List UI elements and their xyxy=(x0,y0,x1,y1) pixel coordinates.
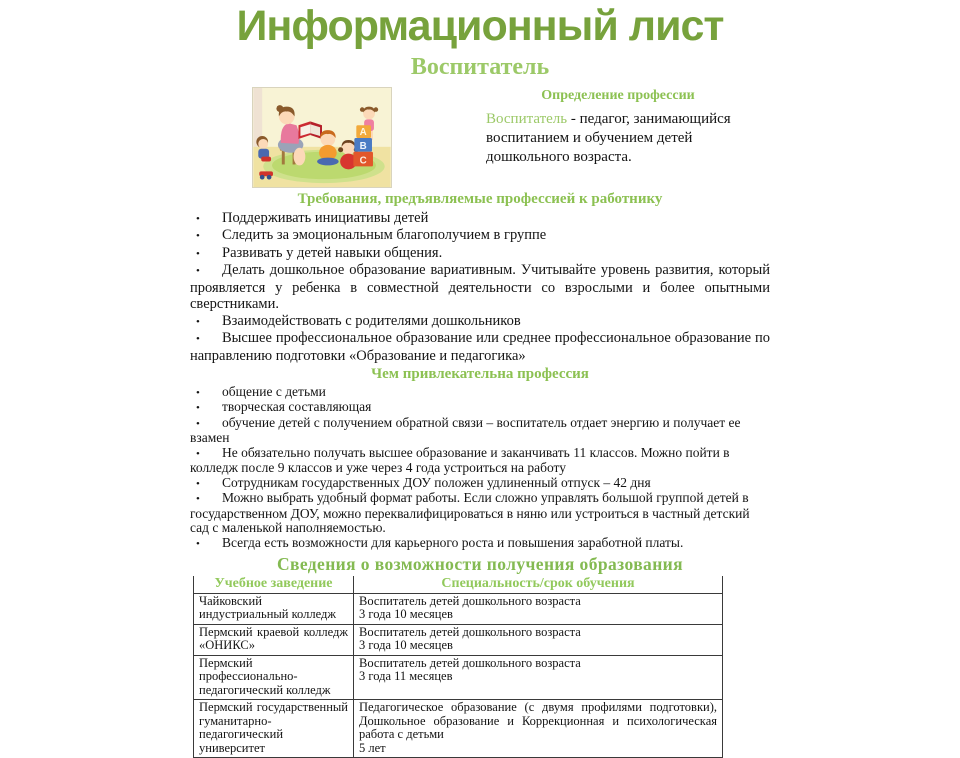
attractive-list-item xyxy=(190,416,770,446)
education-heading: Сведения о возможности получения образования xyxy=(276,554,684,575)
requirements-list-item xyxy=(190,330,770,364)
education-table-row xyxy=(194,593,723,624)
bullet-text: Делать дошкольное образование вариативным. Учитывайте уровень развития, который проявляется у ребенка в совместной деятельности со взрослыми и более опытными сверстниками. xyxy=(190,262,770,312)
institution-cell: Пермский профессионально-педагогический колледж xyxy=(194,655,354,700)
bullet-icon: • xyxy=(196,447,200,460)
requirements-list-item xyxy=(190,313,770,331)
bullet-text: творческая составляющая xyxy=(222,399,372,415)
requirements-list-item xyxy=(190,262,770,313)
bullet-icon: • xyxy=(196,477,200,490)
definition-row xyxy=(190,87,770,189)
education-table-body xyxy=(194,593,723,758)
bullet-text: Развивать у детей навыки общения. xyxy=(222,244,443,261)
requirements-list-item xyxy=(190,227,770,245)
definition-term: Воспитатель xyxy=(486,111,568,128)
institution-cell: Пермский краевой колледж «ОНИКС» xyxy=(194,624,354,655)
bullet-icon: • xyxy=(196,417,200,430)
institution-cell: Пермский государственный гуманитарно- педагогический университет xyxy=(194,700,354,758)
bullet-icon: • xyxy=(196,247,200,260)
attractive-list-item xyxy=(190,446,770,476)
bullet-text: Можно выбрать удобный формат работы. Если сложно управлять большой группой детей в государственном ДОУ, можно переквалифицироваться в няню или устроиться в частный детский сад с маленькой наполняемостью. xyxy=(190,490,750,536)
specialty-cell xyxy=(354,624,723,655)
requirements-list-item xyxy=(190,245,770,263)
attractive-list-item xyxy=(190,491,770,536)
bullet-text: общение с детьми xyxy=(222,383,326,399)
duration-text: 3 года 10 месяцев xyxy=(359,607,453,622)
info-sheet-page xyxy=(190,0,770,758)
duration-text: 3 года 10 месяцев xyxy=(359,638,453,653)
bullet-text: обучение детей с получением обратной связи – воспитатель отдает энергию и получает ее взамен xyxy=(190,414,741,446)
bullet-icon: • xyxy=(196,537,200,550)
bullet-icon: • xyxy=(196,402,200,415)
specialty-cell xyxy=(354,655,723,700)
duration-text: 5 лет xyxy=(359,740,386,755)
bullet-text: Высшее профессиональное образование или среднее профессиональное образование по направлению подготовки «Образование и педагогика» xyxy=(190,330,770,364)
specialty-cell xyxy=(354,700,723,758)
specialty-text: Воспитатель детей дошкольного возраста xyxy=(359,593,581,608)
education-table xyxy=(193,576,723,758)
bullet-icon: • xyxy=(196,315,200,328)
bullet-text: Взаимодействовать с родителями дошкольников xyxy=(222,312,521,329)
page-title: Информационный лист xyxy=(236,2,724,50)
attractive-heading: Чем привлекательна профессия xyxy=(371,366,589,382)
attractive-list-item xyxy=(190,536,770,552)
specialty-text: Воспитатель детей дошкольного возраста xyxy=(359,624,581,639)
education-table-row xyxy=(194,624,723,655)
duration-text: 3 года 11 месяцев xyxy=(359,669,453,684)
block-letter-c: C xyxy=(359,155,367,167)
block-letter-a: A xyxy=(359,126,367,138)
block-letter-b: B xyxy=(359,140,367,152)
requirements-list xyxy=(190,210,770,365)
institution-cell: Чайковский индустриальный колледж xyxy=(194,593,354,624)
bullet-icon: • xyxy=(196,493,200,506)
education-table-row xyxy=(194,655,723,700)
attractive-list xyxy=(190,385,770,552)
bullet-text: Поддерживать инициативы детей xyxy=(222,209,429,226)
attractive-list-item xyxy=(190,385,770,401)
column-header-specialty: Специальность/срок обучения xyxy=(354,576,723,593)
bullet-text: Следить за эмоциональным благополучием в группе xyxy=(222,227,547,243)
education-table-row xyxy=(194,700,723,758)
column-header-institution: Учебное заведение xyxy=(194,576,354,593)
requirements-list-item xyxy=(190,210,770,228)
bullet-text: Не обязательно получать высшее образование и заканчивать 11 классов. Можно пойти в колледж после 9 классов и уже через 4 года устроиться на работу xyxy=(190,444,730,476)
attractive-list-item xyxy=(190,476,770,492)
definition-rest: - педагог, занимающийся воспитанием и обучением детей дошкольного возраста. xyxy=(486,111,731,166)
requirements-heading: Требования, предъявляемые профессией к работнику xyxy=(297,190,663,207)
specialty-cell xyxy=(354,593,723,624)
specialty-text: Педагогическое образование (с двумя профилями подготовки), Дошкольное образование и Коррекционная и психологическая работа с детьми xyxy=(359,700,717,742)
bullet-text: Всегда есть возможности для карьерного роста и повышения заработной платы. xyxy=(222,534,684,550)
education-table-header xyxy=(194,576,723,593)
definition-text xyxy=(486,110,750,167)
definition-column xyxy=(392,87,770,189)
bullet-icon: • xyxy=(196,212,200,225)
bullet-icon: • xyxy=(196,265,200,277)
attractive-list-item xyxy=(190,400,770,416)
specialty-text: Воспитатель детей дошкольного возраста xyxy=(359,655,581,670)
teacher-children-illustration-svg xyxy=(253,88,391,187)
bullet-icon: • xyxy=(196,230,200,242)
profession-title: Воспитатель xyxy=(410,54,550,81)
bullet-icon: • xyxy=(196,386,200,399)
bullet-icon: • xyxy=(196,333,200,345)
teacher-children-illustration xyxy=(252,87,392,188)
definition-heading: Определение профессии xyxy=(541,87,695,103)
bullet-text: Сотрудникам государственных ДОУ положен удлиненный отпуск – 42 дня xyxy=(222,474,651,490)
